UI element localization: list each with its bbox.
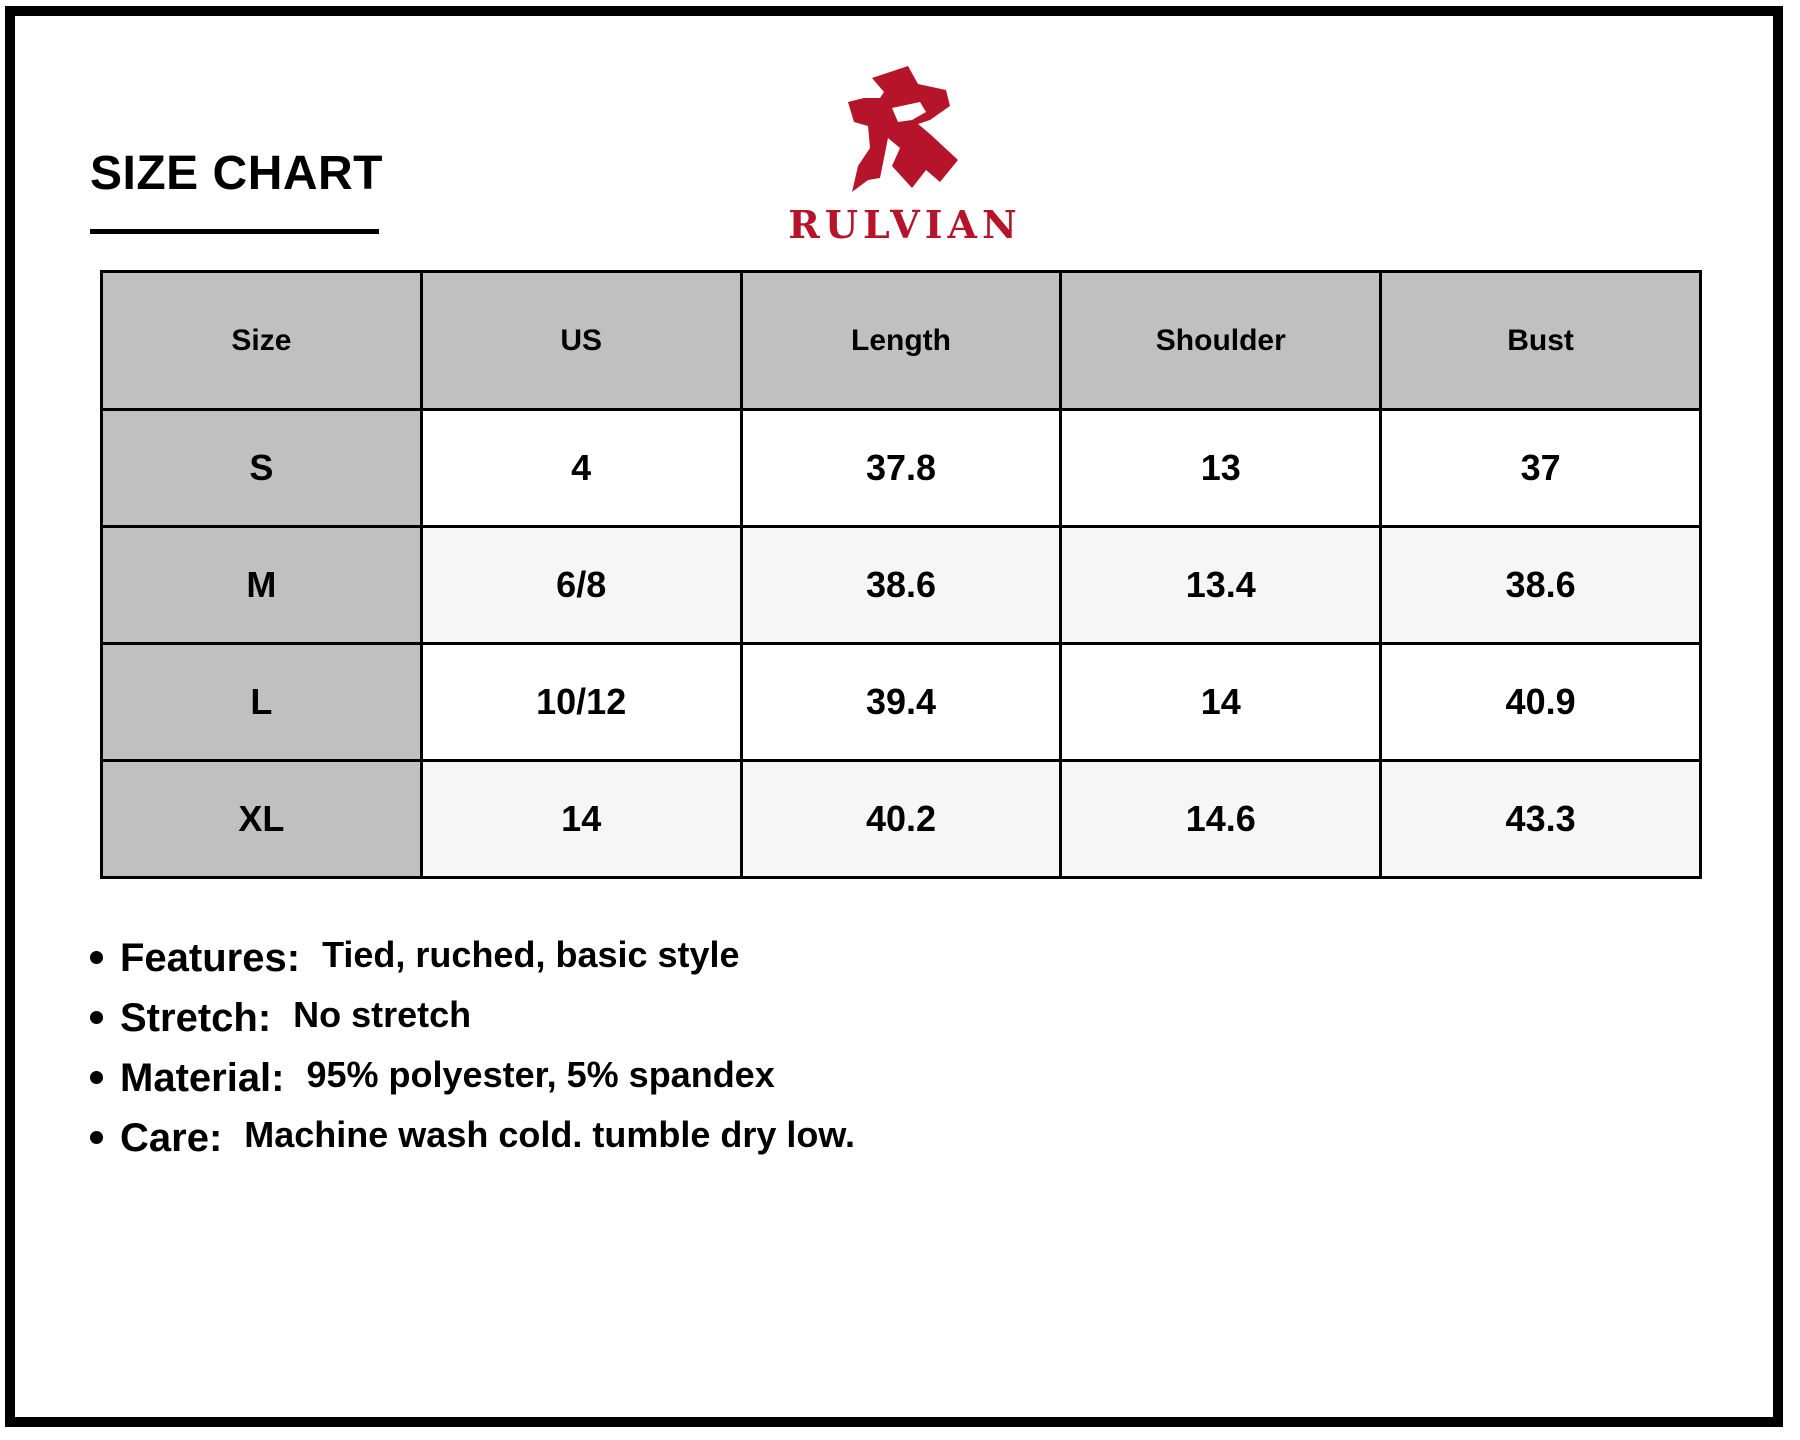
detail-label: Stretch: <box>120 996 272 1040</box>
bust-cell: 40.9 <box>1381 644 1701 761</box>
shoulder-cell: 14.6 <box>1061 761 1381 878</box>
length-cell: 39.4 <box>741 644 1061 761</box>
header-shoulder: Shoulder <box>1061 272 1381 410</box>
detail-label: Care: <box>120 1116 223 1160</box>
page-title: SIZE CHART <box>90 147 383 200</box>
bust-cell: 38.6 <box>1381 527 1701 644</box>
shoulder-cell: 13.4 <box>1061 527 1381 644</box>
header-size: Size <box>102 272 422 410</box>
product-details-list <box>88 936 855 1176</box>
us-cell: 4 <box>421 410 741 527</box>
detail-value: Tied, ruched, basic style <box>322 934 740 975</box>
detail-label: Features: <box>120 936 301 980</box>
length-cell: 37.8 <box>741 410 1061 527</box>
title-underline <box>90 229 379 234</box>
table-row <box>102 761 1701 878</box>
us-cell: 10/12 <box>421 644 741 761</box>
bullet-icon <box>90 1131 103 1144</box>
detail-item-care <box>88 1116 855 1176</box>
header-bust: Bust <box>1381 272 1701 410</box>
detail-item-features <box>88 936 855 996</box>
length-cell: 38.6 <box>741 527 1061 644</box>
bullet-icon <box>90 951 103 964</box>
table-row <box>102 527 1701 644</box>
detail-item-stretch <box>88 996 855 1056</box>
table-row <box>102 410 1701 527</box>
header-us: US <box>421 272 741 410</box>
size-cell: S <box>102 410 422 527</box>
size-table <box>100 270 1702 879</box>
length-cell: 40.2 <box>741 761 1061 878</box>
shoulder-cell: 14 <box>1061 644 1381 761</box>
bust-cell: 37 <box>1381 410 1701 527</box>
rulvian-r-logo-icon <box>780 62 1030 202</box>
table-header-row <box>102 272 1701 410</box>
header-length: Length <box>741 272 1061 410</box>
detail-value: No stretch <box>293 994 472 1035</box>
bullet-icon <box>90 1071 103 1084</box>
size-cell: M <box>102 527 422 644</box>
detail-value: 95% polyester, 5% spandex <box>306 1054 775 1095</box>
brand-logo <box>780 62 1030 252</box>
shoulder-cell: 13 <box>1061 410 1381 527</box>
us-cell: 14 <box>421 761 741 878</box>
bullet-icon <box>90 1011 103 1024</box>
size-cell: L <box>102 644 422 761</box>
detail-value: Machine wash cold. tumble dry low. <box>244 1114 856 1155</box>
bust-cell: 43.3 <box>1381 761 1701 878</box>
brand-name: RULVIAN <box>788 202 1022 247</box>
us-cell: 6/8 <box>421 527 741 644</box>
size-cell: XL <box>102 761 422 878</box>
table-row <box>102 644 1701 761</box>
detail-label: Material: <box>120 1056 285 1100</box>
detail-item-material <box>88 1056 855 1116</box>
